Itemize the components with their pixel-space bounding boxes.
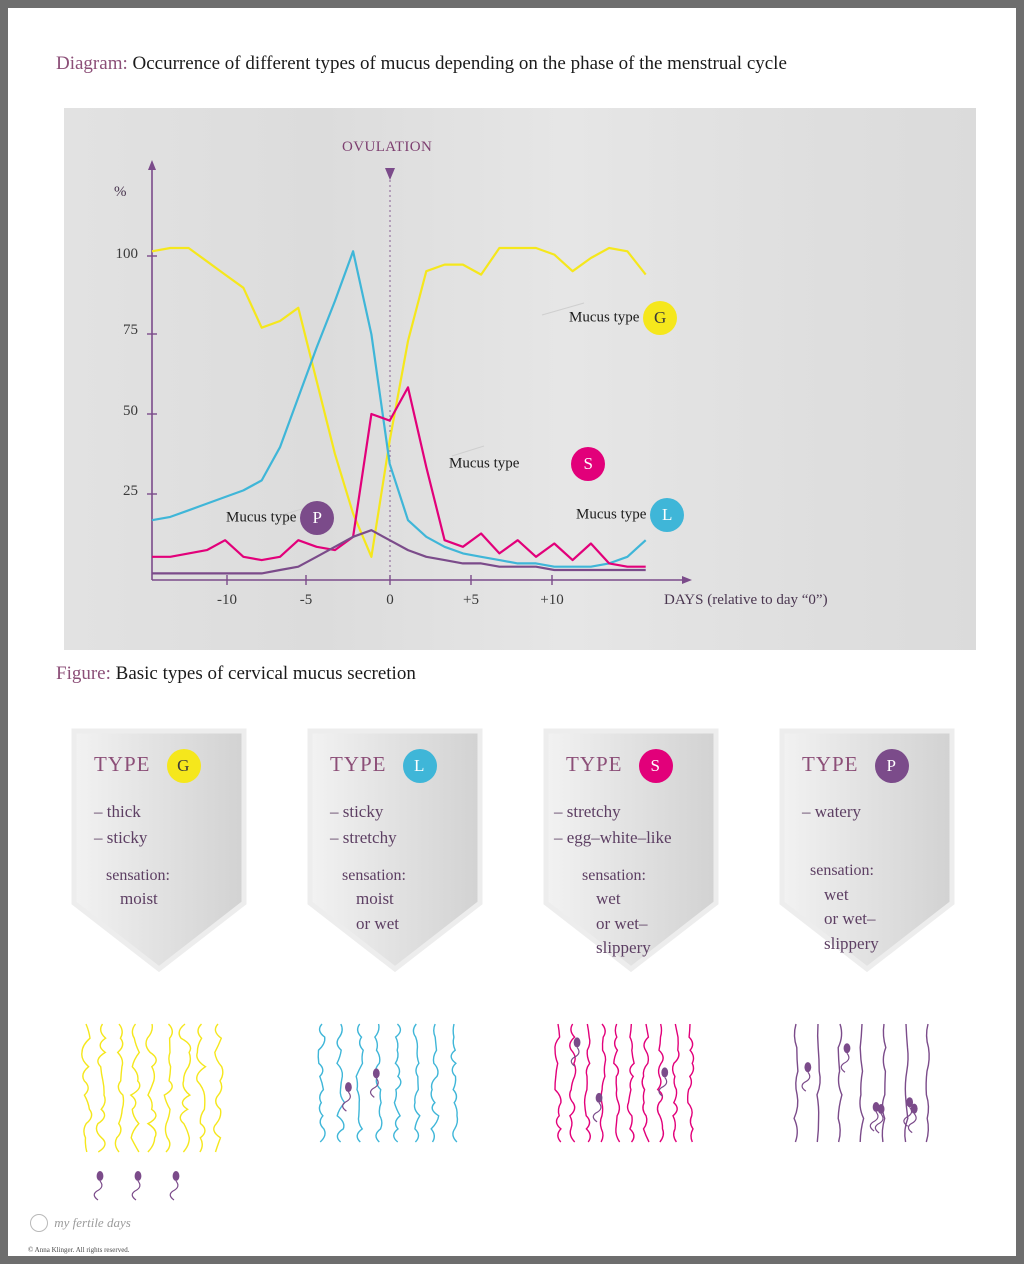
- legend-label-l: Mucus type: [576, 506, 647, 523]
- card-bullet: – stretchy: [330, 828, 397, 848]
- sperm-icon: [904, 1097, 913, 1126]
- mucus-strand: [838, 1024, 842, 1142]
- mucus-strand: [657, 1024, 663, 1142]
- card-sensation-value: slippery: [824, 933, 879, 953]
- card-sensation-value: or wet–: [824, 909, 876, 929]
- mucus-strand: [555, 1024, 561, 1142]
- card-type-label-l: TYPE: [330, 751, 387, 776]
- mucus-strand: [600, 1024, 605, 1142]
- card-bullet: – sticky: [94, 828, 148, 848]
- mucus-strand: [164, 1024, 172, 1152]
- legend-badge-s: S: [571, 447, 605, 481]
- card-sensation-label-s: sensation:: [582, 866, 646, 884]
- figure-heading: [56, 663, 416, 685]
- card-sensation-label-p: sensation:: [810, 862, 874, 880]
- mucus-texture-l: [314, 1018, 464, 1178]
- card-sensation-value: moist: [356, 888, 394, 908]
- mucus-strand: [882, 1024, 886, 1142]
- mucus-strand: [131, 1024, 140, 1152]
- diagram-heading-keyword: Diagram:: [56, 53, 128, 74]
- sperm-icon: [870, 1102, 879, 1131]
- card-sensation-label-g: sensation:: [106, 866, 170, 884]
- legend-item-g: [569, 301, 677, 335]
- ovulation-annotation: OVULATION: [342, 139, 433, 155]
- diagram-heading: [56, 53, 787, 75]
- card-type-row-g: [94, 749, 250, 783]
- card-type-label-p: TYPE: [802, 751, 859, 776]
- legend-item-p: [226, 501, 334, 535]
- mucus-strand: [431, 1024, 439, 1142]
- card-badge-p: P: [875, 749, 909, 783]
- x-tick-0: 0: [386, 592, 394, 608]
- sperm-icon: [94, 1171, 103, 1200]
- chart-svg: [64, 108, 976, 650]
- legend-label-s: Mucus type: [449, 455, 520, 472]
- mucus-strand: [817, 1024, 820, 1142]
- mucus-strand: [82, 1024, 92, 1152]
- y-axis-label: %: [114, 184, 127, 200]
- mucus-type-cards: [8, 723, 1016, 973]
- card-sensation-value: wet: [824, 884, 849, 904]
- legend-item-l: [576, 498, 684, 532]
- card-bullet: – stretchy: [554, 802, 621, 821]
- x-tick-+10: +10: [540, 592, 564, 608]
- x-tick--10: -10: [217, 592, 237, 608]
- card-bullets-g: [94, 799, 250, 852]
- sperm-icon: [343, 1082, 352, 1111]
- mucus-texture-p: [788, 1018, 938, 1178]
- legend-badge-p: P: [300, 501, 334, 535]
- sperm-icon: [841, 1043, 850, 1072]
- card-sensation-value: wet: [596, 888, 621, 908]
- card-type-row-s: [566, 749, 722, 783]
- legend-label-p: Mucus type: [226, 509, 297, 526]
- card-badge-g: G: [167, 749, 201, 783]
- card-sensation-s: [582, 864, 722, 961]
- card-sensation-l: [342, 864, 486, 936]
- card-sensation-value: or wet–: [596, 913, 648, 933]
- chart-panel: [64, 108, 976, 650]
- mucus-strand: [197, 1024, 206, 1152]
- logo-text: my fertile days: [54, 1215, 131, 1231]
- mucus-strand: [179, 1024, 190, 1152]
- card-content-l: [304, 723, 486, 936]
- card-type-row-p: [802, 749, 958, 783]
- card-bullets-s: [554, 799, 722, 852]
- mucus-strand: [585, 1024, 591, 1142]
- card-bullets-p: [802, 799, 958, 825]
- sperm-icon: [802, 1062, 811, 1091]
- mucus-texture-s: [550, 1018, 700, 1178]
- card-bullet: – watery: [802, 802, 862, 821]
- y-tick-50: 50: [123, 403, 138, 419]
- y-tick-25: 25: [123, 483, 138, 499]
- x-tick--5: -5: [299, 592, 313, 608]
- mucus-strand: [356, 1024, 363, 1142]
- logo-circle-icon: [30, 1214, 48, 1232]
- mucus-strand: [688, 1024, 694, 1142]
- card-bullet: – sticky: [330, 802, 384, 821]
- page: [8, 8, 1016, 1256]
- mucus-strand: [628, 1024, 635, 1142]
- card-badge-l: L: [403, 749, 437, 783]
- mucus-strand: [794, 1024, 798, 1142]
- card-bullet: – egg–white–like: [554, 828, 672, 848]
- mucus-strand: [413, 1024, 419, 1142]
- mucus-strand: [337, 1024, 345, 1142]
- x-axis-label: DAYS (relative to day “0”): [664, 592, 828, 608]
- mucus-strand: [860, 1024, 864, 1142]
- mucus-strand: [146, 1024, 156, 1152]
- card-type-label-s: TYPE: [566, 751, 623, 776]
- card-sensation-value: or wet: [356, 913, 399, 933]
- figure-heading-keyword: Figure:: [56, 663, 111, 684]
- card-bullets-l: [330, 799, 486, 852]
- figure-heading-text: Basic types of cervical mucus secretion: [110, 663, 416, 684]
- mucus-strand: [115, 1024, 123, 1152]
- card-bullet: – thick: [94, 802, 141, 821]
- card-sensation-p: [810, 859, 958, 956]
- mucus-strand: [614, 1024, 620, 1142]
- mucus-texture-g: [78, 1018, 228, 1218]
- sperm-icon: [132, 1171, 141, 1200]
- y-tick-100: 100: [115, 246, 138, 262]
- legend-item-s: [449, 447, 605, 481]
- x-tick-+5: +5: [463, 592, 479, 608]
- copyright-text: © Anna Klinger. All rights reserved.: [28, 1246, 130, 1254]
- site-logo: [30, 1214, 131, 1232]
- sperm-icon: [371, 1068, 380, 1097]
- mucus-strand: [214, 1024, 223, 1152]
- card-sensation-value: slippery: [596, 938, 651, 958]
- card-content-s: [540, 723, 722, 961]
- mucus-strand: [96, 1024, 105, 1152]
- card-type-row-l: [330, 749, 486, 783]
- mucus-strand: [318, 1024, 325, 1142]
- mucus-strand: [642, 1024, 649, 1142]
- card-type-label-g: TYPE: [94, 751, 151, 776]
- card-sensation-value: moist: [120, 888, 158, 908]
- card-sensation-g: [106, 864, 250, 912]
- legend-badge-l: L: [650, 498, 684, 532]
- card-sensation-label-l: sensation:: [342, 866, 406, 884]
- sperm-icon: [170, 1171, 179, 1200]
- mucus-strand: [451, 1024, 457, 1142]
- card-content-g: [68, 723, 250, 912]
- card-badge-s: S: [639, 749, 673, 783]
- legend-label-g: Mucus type: [569, 309, 640, 326]
- mucus-strand: [394, 1024, 401, 1142]
- card-content-p: [776, 723, 958, 956]
- mucus-strand: [673, 1024, 679, 1142]
- y-tick-75: 75: [123, 322, 138, 338]
- legend-badge-g: G: [643, 301, 677, 335]
- mucus-strand: [926, 1024, 929, 1142]
- diagram-heading-text: Occurrence of different types of mucus depending on the phase of the menstrual cycle: [127, 53, 787, 74]
